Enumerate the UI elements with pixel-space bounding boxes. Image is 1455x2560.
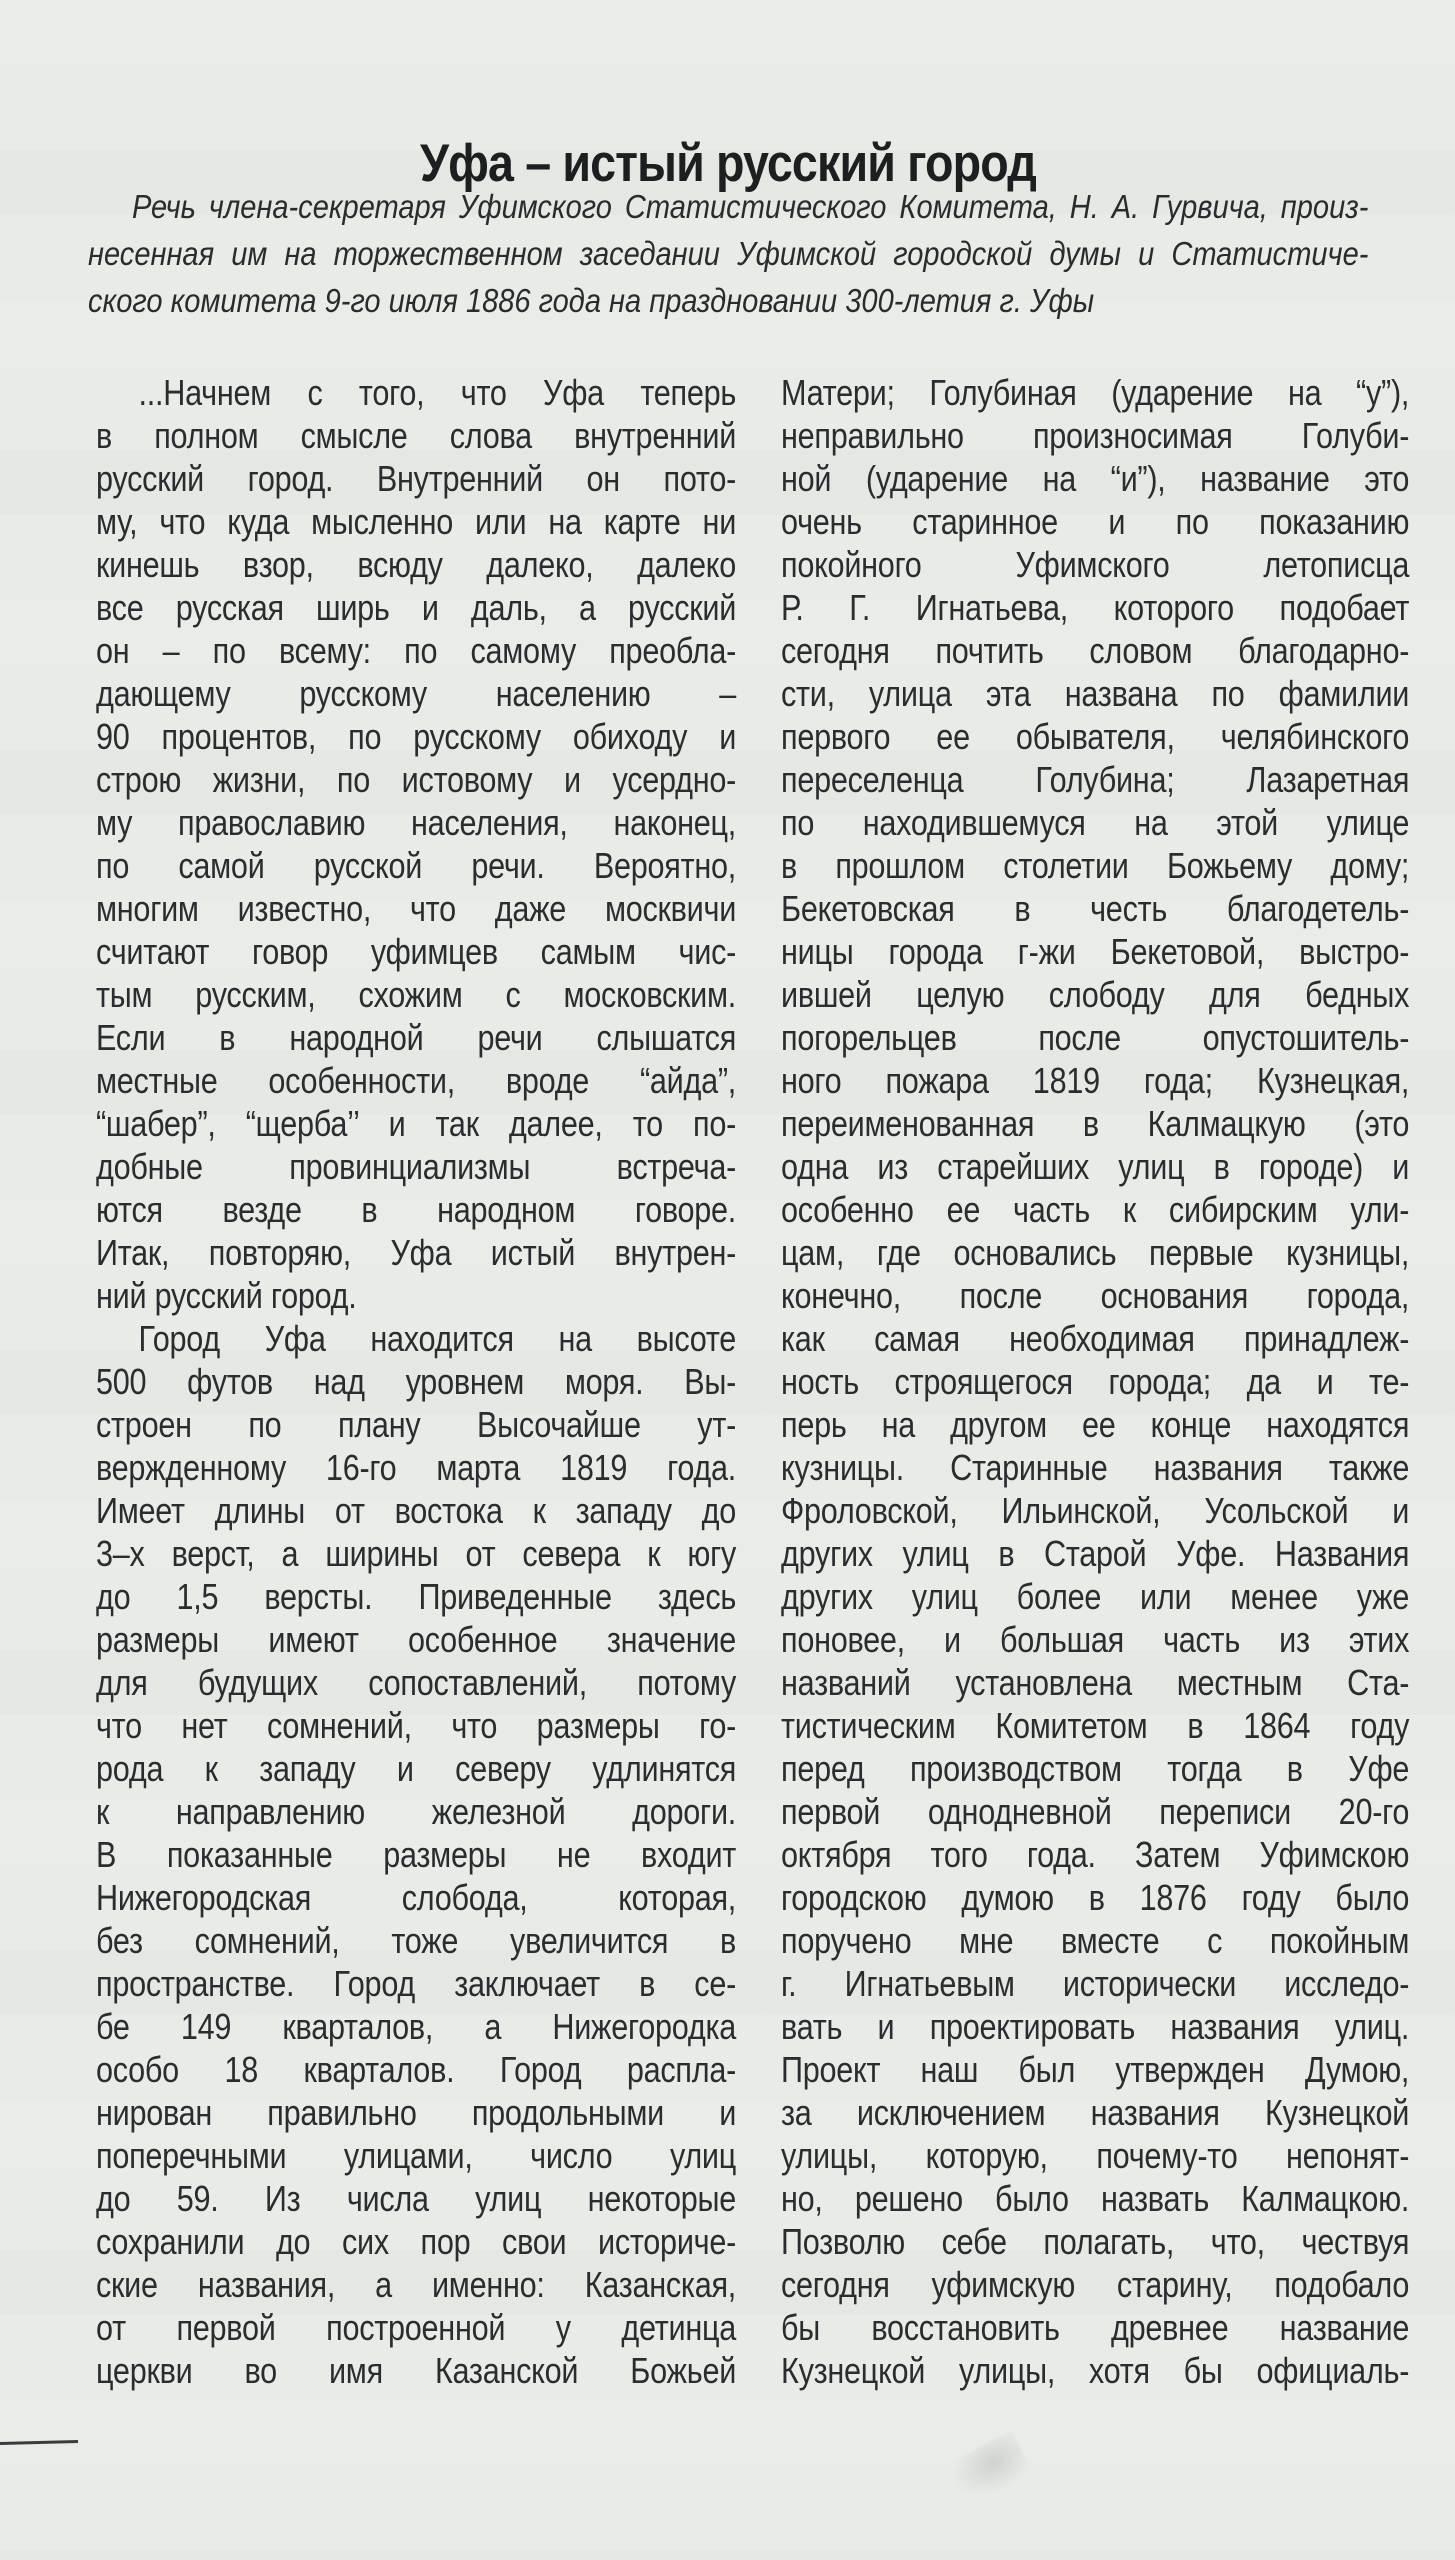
text-line: ной (ударение на “и”), название это [781, 458, 1410, 499]
text-line: одна из старейших улиц в городе) и [781, 1146, 1410, 1187]
text-line: ного пожара 1819 года; Кузнецкая, [781, 1060, 1410, 1101]
text-line: все русская ширь и даль, а русский [96, 587, 737, 628]
text-line: тистическим Комитетом в 1864 году [781, 1705, 1410, 1746]
pencil-smudge [945, 2430, 1035, 2509]
text-line: Фроловской, Ильинской, Усольской и [781, 1490, 1410, 1531]
text-line: ского комитета 9-го июля 1886 года на праздновании 300-летия г. Уфы [88, 282, 1095, 319]
text-line: как самая необходимая принадлеж- [781, 1318, 1410, 1359]
text-line: Бекетовская в честь благодетель- [781, 888, 1410, 929]
text-line: других улиц более или менее уже [781, 1576, 1410, 1617]
text-line: до 59. Из числа улиц некоторые [96, 2178, 737, 2219]
text-line: Итак, повторяю, Уфа истый внутрен- [96, 1232, 737, 1273]
text-line: му, что куда мысленно или на карте ни [96, 501, 737, 542]
subtitle [88, 183, 1368, 324]
text-line: цам, где основались первые кузницы, [781, 1232, 1410, 1273]
text-line: по самой русской речи. Вероятно, [96, 845, 737, 886]
text-line: дающему русскому населению – [96, 673, 737, 714]
text-line: особенно ее часть к сибирским ули- [781, 1189, 1410, 1230]
text-line: рода к западу и северу удлинятся [96, 1748, 737, 1789]
text-line: добные провинциализмы встреча- [96, 1146, 737, 1187]
text-line: Имеет длины от востока к западу до [96, 1490, 737, 1531]
text-line: бе 149 кварталов, а Нижегородка [96, 2006, 737, 2047]
text-line: ...Начнем с того, что Уфа теперь [138, 372, 737, 413]
text-line: 500 футов над уровнем моря. Вы- [96, 1361, 737, 1402]
text-line: вержденному 16-го марта 1819 года. [96, 1447, 737, 1488]
text-line: улицы, которую, почему-то непонят- [781, 2135, 1410, 2176]
text-line: от первой построенной у детинца [96, 2307, 737, 2348]
text-line: Если в народной речи слышатся [96, 1017, 737, 1058]
text-line: 3–х верст, а ширины от севера к югу [96, 1533, 737, 1574]
text-line: нирован правильно продольными и [96, 2092, 737, 2133]
text-line: он – по всему: по самому преобла- [96, 630, 737, 671]
text-line: сохранили до сих пор свои историче- [96, 2221, 737, 2262]
text-line: тым русским, схожим с московским. [96, 974, 737, 1015]
text-line: сегодня уфимскую старину, подобало [781, 2264, 1410, 2305]
text-line: пространстве. Город заключает в се- [96, 1963, 737, 2004]
text-line: для будущих сопоставлений, потому [96, 1662, 737, 1703]
text-line: городскою думою в 1876 году было [781, 1877, 1410, 1918]
text-line: поручено мне вместе с покойным [781, 1920, 1410, 1961]
text-line: ницы города г-жи Бекетовой, выстро- [781, 931, 1410, 972]
text-line: переименованная в Калмацкую (это [781, 1103, 1410, 1144]
text-line: размеры имеют особенное значение [96, 1619, 737, 1660]
text-line: неправильно произносимая Голуби- [781, 415, 1410, 456]
text-line: в полном смысле слова внутренний [96, 415, 737, 456]
text-line: поперечными улицами, число улиц [96, 2135, 737, 2176]
text-line: Проект наш был утвержден Думою, [781, 2049, 1410, 2090]
text-line: погорельцев после опустошитель- [781, 1017, 1410, 1058]
text-line: ний русский город. [96, 1275, 357, 1316]
text-line: ские названия, а именно: Казанская, [96, 2264, 737, 2305]
text-line: Речь члена-секретаря Уфимского Статистического Комитета, Н. А. Гурвича, произ- [132, 188, 1369, 225]
text-line: местные особенности, вроде “айда”, [96, 1060, 737, 1101]
text-line: г. Игнатьевым исторически исследо- [781, 1963, 1410, 2004]
column-right [781, 371, 1409, 2392]
text-line: Нижегородская слобода, которая, [96, 1877, 737, 1918]
text-line: очень старинное и по показанию [781, 501, 1410, 542]
text-line: му православию населения, наконец, [96, 802, 737, 843]
text-line: названий установлена местным Ста- [781, 1662, 1410, 1703]
text-line: несенная им на торжественном заседании Уфимской городской думы и Статистиче- [88, 235, 1369, 272]
text-line: кинешь взор, всюду далеко, далеко [96, 544, 737, 585]
text-line: октября того года. Затем Уфимскою [781, 1834, 1410, 1875]
text-line: но, решено было назвать Калмацкою. [781, 2178, 1410, 2219]
text-line: многим известно, что даже москвичи [96, 888, 737, 929]
text-line: до 1,5 версты. Приведенные здесь [96, 1576, 737, 1617]
text-line: ившей целую слободу для бедных [781, 974, 1410, 1015]
text-line: по находившемуся на этой улице [781, 802, 1410, 843]
text-line: Р. Г. Игнатьева, которого подобает [781, 587, 1410, 628]
text-line: покойного Уфимского летописца [781, 544, 1410, 585]
text-line: считают говор уфимцев самым чис- [96, 931, 737, 972]
text-line: сти, улица эта названа по фамилии [781, 673, 1410, 714]
text-line: “шабер”, “щерба’’ и так далее, то по- [96, 1103, 737, 1144]
text-line: за исключением названия Кузнецкой [781, 2092, 1410, 2133]
text-line: в прошлом столетии Божьему дому; [781, 845, 1410, 886]
text-line: других улиц в Старой Уфе. Названия [781, 1533, 1410, 1574]
text-line: перь на другом ее конце находятся [781, 1404, 1410, 1445]
column-left [96, 371, 736, 2392]
text-line: первого ее обывателя, челябинского [781, 716, 1410, 757]
text-line: ются везде в народном говоре. [96, 1189, 737, 1230]
text-line: поновее, и большая часть из этих [781, 1619, 1410, 1660]
text-line: строю жизни, по истовому и усердно- [96, 759, 737, 800]
text-line: кузницы. Старинные названия также [781, 1447, 1410, 1488]
footnote-rule [0, 2440, 78, 2445]
text-line: Кузнецкой улицы, хотя бы официаль- [781, 2350, 1410, 2391]
text-line: Город Уфа находится на высоте [138, 1318, 737, 1359]
text-line: 90 процентов, по русскому обиходу и [96, 716, 737, 757]
text-line: сегодня почтить словом благодарно- [781, 630, 1410, 671]
text-line: церкви во имя Казанской Божьей [96, 2350, 737, 2391]
text-line: к направлению железной дороги. [96, 1791, 737, 1832]
text-line: конечно, после основания города, [781, 1275, 1410, 1316]
text-line: вать и проектировать названия улиц. [781, 2006, 1410, 2047]
text-line: русский город. Внутренний он пото- [96, 458, 737, 499]
text-line: строен по плану Высочайше ут- [96, 1404, 737, 1445]
text-line: особо 18 кварталов. Город распла- [96, 2049, 737, 2090]
text-line: перед производством тогда в Уфе [781, 1748, 1410, 1789]
text-line: переселенца Голубина; Лазаретная [781, 759, 1410, 800]
text-line: бы восстановить древнее название [781, 2307, 1410, 2348]
text-line: первой однодневной переписи 20-го [781, 1791, 1410, 1832]
text-line: В показанные размеры не входит [96, 1834, 737, 1875]
page-title: Уфа – истый русский город [419, 133, 1036, 193]
text-line: Матери; Голубиная (ударение на “у”), [781, 372, 1410, 413]
text-line: Позволю себе полагать, что, чествуя [781, 2221, 1410, 2262]
text-line: без сомнений, тоже увеличится в [96, 1920, 737, 1961]
text-line: ность строящегося города; да и те- [781, 1361, 1410, 1402]
text-line: что нет сомнений, что размеры го- [96, 1705, 737, 1746]
